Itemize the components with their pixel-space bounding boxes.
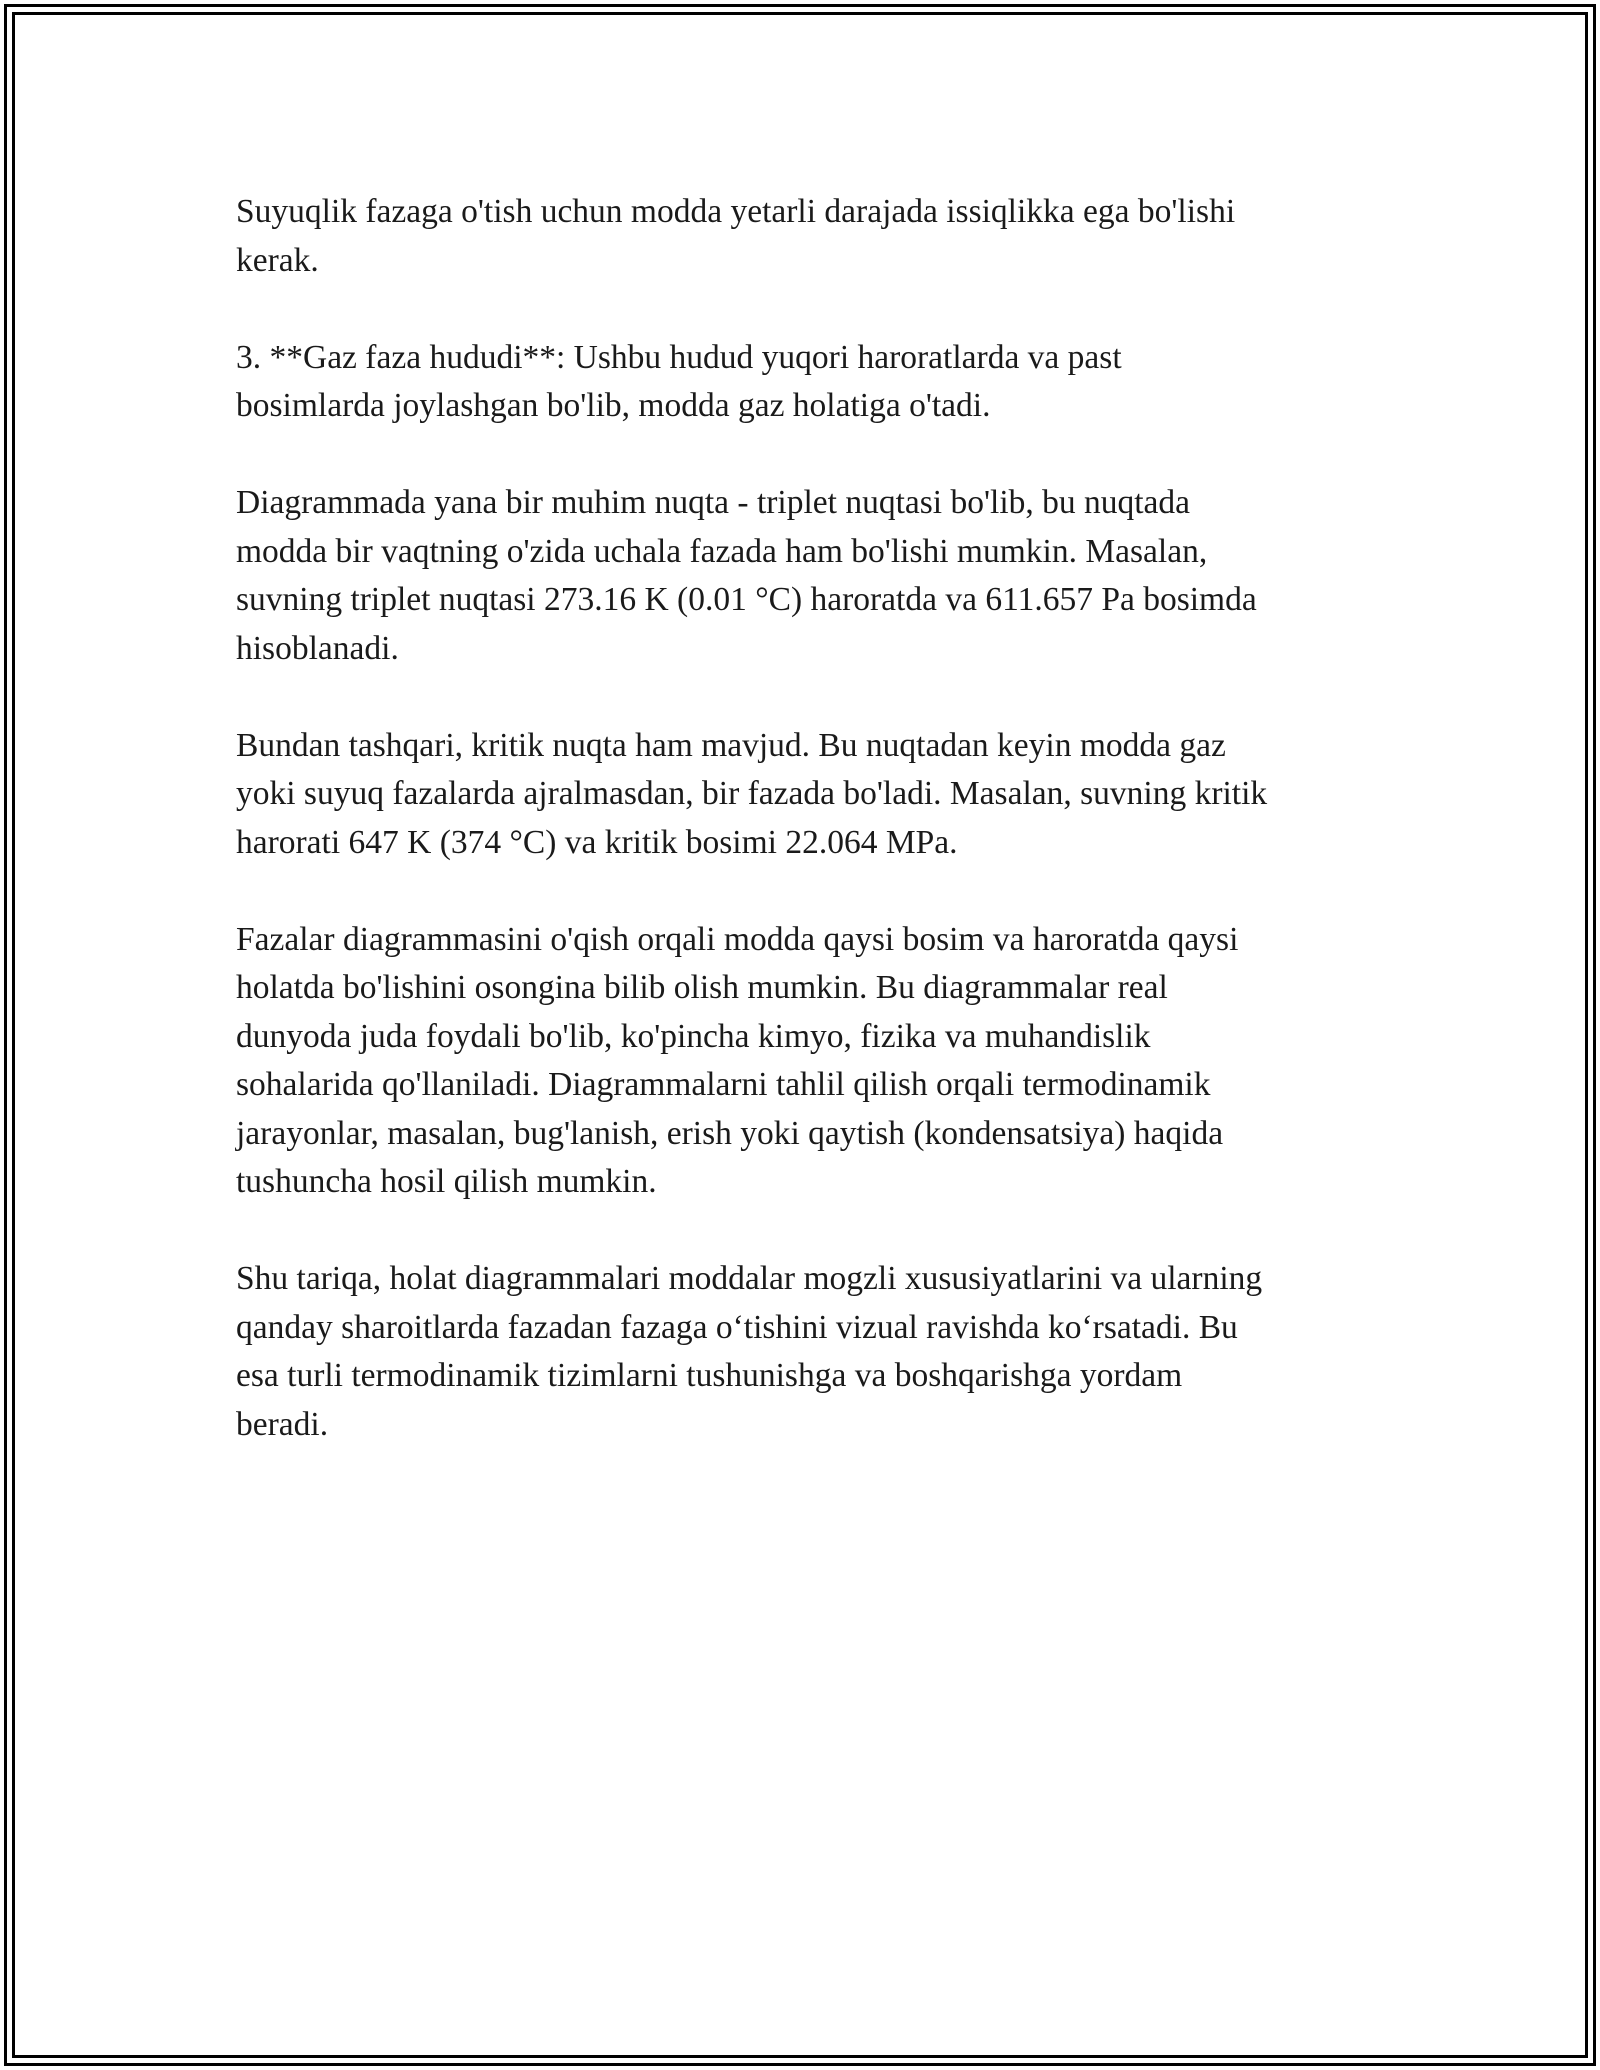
paragraph-liquid-phase-requirement: Suyuqlik fazaga o'tish uchun modda yetarli darajada issiqlikka ega bo'lishi kerak.: [236, 193, 1236, 279]
paragraph-conclusion: Shu tariqa, holat diagrammalari moddalar mogzli xususiyatlarini va ularning qanday sharoitlarda fazadan fazaga o‘tishini vizual ravishda ko‘rsatadi. Bu esa turli termodinamik tizimlarni tushunishga va boshqarishga yordam beradi.: [236, 1260, 1263, 1443]
paragraph-critical-point: Bundan tashqari, kritik nuqta ham mavjud. Bu nuqtadan keyin modda gaz yoki suyuq fazalarda ajralmasdan, bir fazada bo'ladi. Masalan, suvning kritik harorati 647 K (374 °C) va kritik bosimi 22.064 MPa.: [236, 726, 1268, 861]
paragraph-gas-phase-region: 3. **Gaz faza hududi**: Ushbu hudud yuqori haroratlarda va past bosimlarda joylashgan bo'lib, modda gaz holatiga o'tadi.: [236, 338, 1122, 424]
paragraph-reading-diagrams: Fazalar diagrammasini o'qish orqali modda qaysi bosim va haroratda qaysi holatda bo'lishini osongina bilib olish mumkin. Bu diagrammalar real dunyoda juda foydali bo'lib, ko'pincha kimyo, fizika va muhandislik sohalarida qo'llaniladi. Diagrammalarni tahlil qilish orqali termodinamik jarayonlar, masalan, bug'lanish, erish yoki qaytish (kondensatsiya) haqida tushuncha hosil qilish mumkin.: [236, 920, 1239, 1200]
paragraph-triple-point: Diagrammada yana bir muhim nuqta - triplet nuqtasi bo'lib, bu nuqtada modda bir vaqtning o'zida uchala fazada ham bo'lishi mumkin. Masalan, suvning triplet nuqtasi 273.16 K (0.01 °C) haroratda va 611.657 Pa bosimda hisoblanadi.: [236, 484, 1257, 667]
document-body: [236, 188, 1386, 1498]
